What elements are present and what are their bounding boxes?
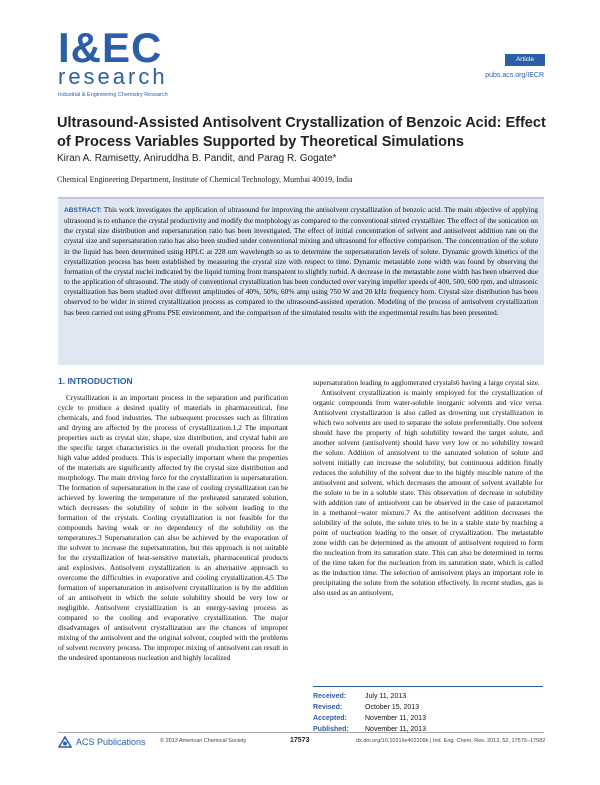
publisher-name: ACS Publications (76, 737, 146, 747)
history-label: Received: (313, 693, 347, 700)
abstract-text: This work investigates the application of ultrasound for improving the antisolvent crystallization of benzoic acid. The main objective of applying ultrasound is to enhance the crystal productivity and modify the morphology as compared to the conventional stirred crystallizer. The effect of the sonication on the crystal size distribution and supersaturation ratio has been investigated. The effect of initial concentration of solvent and antisolvent addition rate on the crystal size and supersaturation ratio has also been studied under conventional mixing and ultrasound for effective comparison. The concentration of the solute in the liquid has been determined using HPLC at 228 nm wavelength so as to determine the supersaturation levels of solute. Dynamic growth kinetics of the crystallization process has been established by measuring the crystal size with respect to time. Dynamic metastable zone width was found by observing the formation of the crystal nuclei indicated by the liquid turning from transparent to slightly turbid. A decrease in the metastable zone width has been observed due to the application of ultrasound. The study of conventional crystallization has been conducted over varying impeller speeds of 400, 500, 600 rpm, and ultrasonic crystallization has been studied over different amplitudes of 40%, 50%, 60% amp using 750 W and 20 kHz frequency horn. Crystal size distribution has been observed to be wider in stirred crystallization process as compared to the ultrasound-assisted operation. Modeling of the process of antisolvent crystallization has been carried out using gProms PSE environment, and the comparison of the simulated results with the experimental results has been presented. (64, 205, 538, 317)
history-label: Revised: (313, 704, 343, 711)
article-history (313, 686, 543, 735)
history-date: October 15, 2013 (365, 704, 420, 711)
abstract-label: ABSTRACT: (64, 207, 102, 214)
history-row (313, 702, 543, 713)
journal-url[interactable]: pubs.acs.org/IECR (485, 72, 544, 79)
page-number: 17573 (290, 737, 310, 744)
paper-title: Ultrasound-Assisted Antisolvent Crystallization of Benzoic Acid: Effect of Process Variables Supported by Theoretical Simulations (57, 115, 546, 150)
article-badge: Article (505, 54, 545, 66)
history-row (313, 713, 543, 724)
acs-publications-logo[interactable] (58, 736, 146, 748)
history-date: November 11, 2013 (365, 715, 426, 722)
intro-right-column (313, 378, 543, 598)
journal-logo-sub: research (58, 64, 168, 89)
intro-paragraph: Crystallization is an important process in the separation and purification cycle to produce a desired quality of materials in pharmaceutical, fine chemicals, and food industries. The subsequent processes such as filtration and drying are affected by the process of crystallization.1,2 The important properties such as crystal size, shape, size distribution, and crystal habit are the specific target characteristics in the overall production process for the high value added products. This is especially important where the properties of the materials are significantly affected by the crystal size distribution and morphology. The main driving force for the crystallization is supersaturation. The formation of supersaturation in the case of cooling crystallization can be achieved by lowering the temperature of the preheated saturated solution, which decreases the solubility of solute in the solvent leading to the formation of the crystals. Cooling crystallization is not feasible for the compounds having weak or no dependency of the solubility on the temperatures.3 Supersaturation can also be achieved by the evaporation of the solvent to increase the supersaturation, but this approach is not suitable for the crystallization of heat-sensitive materials, pharmaceutical products and explosives. Antisolvent crystallization is an alternative approach to overcome the difficulties in evaporative and cooling crystallization.4,5 The formation of supersaturation in antisolvent crystallization is by the addition of an antisolvent in which the solute solubility should be very low or negligible. Antisolvent crystallization is an energy-saving process as compared to the cooling and evaporative crystallization. The major disadvantages of antisolvent crystallization are the chances of improper mixing of the antisolvent and the original solvent, coupled with the problems of solvent recovery process. The improper mixing of antisolvent can result in the undesired spontaneous nucleation and highly localized (58, 393, 288, 663)
intro-paragraph: supersaturation leading to agglomerated crystals6 having a large crystal size. (313, 378, 540, 387)
history-label: Published: (313, 726, 349, 733)
doi-citation[interactable]: dx.doi.org/10.1021/ie402209k | Ind. Eng. Chem. Res. 2013, 52, 17573−17582 (356, 738, 546, 744)
history-label: Accepted: (313, 715, 347, 722)
intro-left-column (58, 393, 288, 663)
journal-logo: I&EC (58, 24, 163, 71)
journal-full-name: Industrial & Engineering Chemistry Research (58, 92, 168, 98)
acs-logo-icon (58, 736, 72, 748)
affiliation: Chemical Engineering Department, Institute of Chemical Technology, Mumbai 40019, India (57, 175, 353, 184)
intro-paragraph: Antisolvent crystallization is mainly employed for the crystallization of organic compounds from water-soluble inorganic solvents and vice versa. Antisolvent crystallization is also called as drowning out crystallization in which two solvents are used to separate the solute preferentially. One solvent should have the property of high solubility toward the target solute, and another solvent (antisolvent) should have very low or no solubility toward the solute. Addition of antisolvent to the saturated solution of solute and solvent initially can increase the solubility, but continuous addition finally reduces the solubility of the solvent due to the highly miscible nature of the antisolvent and solvent, which decreases the amount of solvent available for the solute to be in a soluble state. This observation of decrease in solubility with addition rate of antisolvent can be observed in the case of paracetamol in a methanol−water mixture.7 As the antisolvent addition decreases the solubility of the solute, the solute tries to be in a stable state by reaching a point of nucleation leading to the onset of crystallization. The metastable zone width can be determined as the amount of antisolvent required to form the nucleation from its saturation state. This can also be determined in terms of the time taken for the nucleation from its saturation state, which is called as the induction time. The selection of antisolvent plays an important role in precipitating the solute from the solution effectively. In recent studies, gas is also used as an antisolvent, (313, 388, 543, 598)
history-row (313, 724, 543, 735)
authors: Kiran A. Ramisetty, Aniruddha B. Pandit, and Parag R. Gogate* (57, 153, 337, 164)
abstract-box (58, 197, 544, 365)
footer-divider (58, 732, 544, 733)
copyright: © 2013 American Chemical Society (160, 738, 247, 744)
section-heading-introduction: 1. INTRODUCTION (58, 376, 133, 386)
history-date: July 11, 2013 (365, 693, 407, 700)
history-date: November 11, 2013 (365, 726, 426, 733)
history-row (313, 691, 543, 702)
